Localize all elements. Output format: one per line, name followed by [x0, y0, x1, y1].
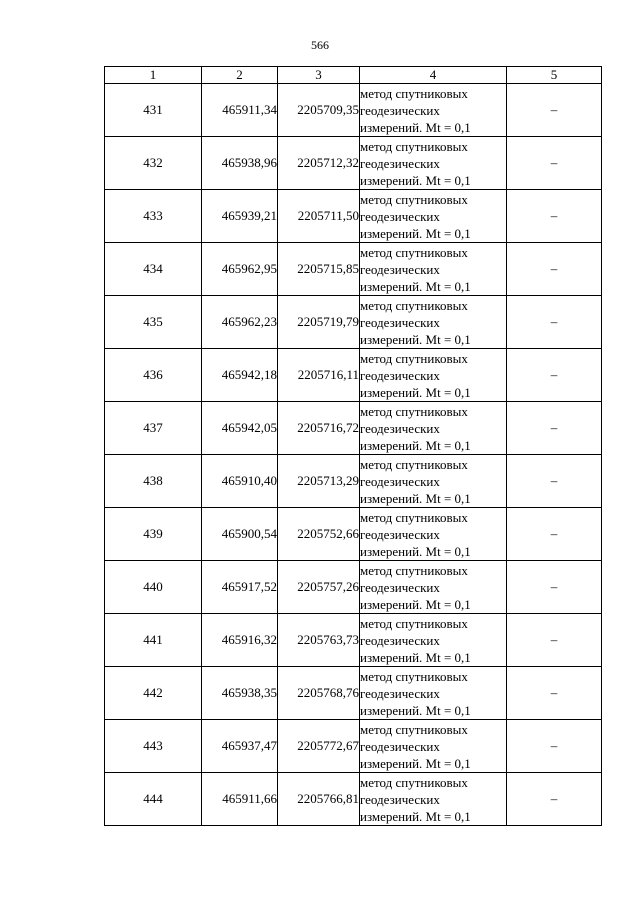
method-cell	[360, 349, 507, 402]
method-line: метод спутниковых	[360, 191, 468, 207]
method-line: измерений. Mt = 0,1	[360, 808, 471, 824]
method-line: измерений. Mt = 0,1	[360, 649, 471, 665]
x-coordinate-cell: 465900,54	[202, 508, 278, 561]
method-line: измерений. Mt = 0,1	[360, 490, 471, 506]
y-coordinate-cell: 2205752,66	[278, 508, 360, 561]
method-line: геодезических	[360, 367, 440, 383]
x-coordinate-cell: 465939,21	[202, 190, 278, 243]
note-cell: –	[507, 667, 602, 720]
point-number-cell: 439	[105, 508, 202, 561]
x-coordinate-cell: 465938,35	[202, 667, 278, 720]
method-line: метод спутниковых	[360, 721, 468, 737]
method-line: геодезических	[360, 526, 440, 542]
point-number-cell: 436	[105, 349, 202, 402]
method-line: геодезических	[360, 473, 440, 489]
page-number: 566	[311, 38, 329, 52]
method-cell	[360, 190, 507, 243]
method-line: геодезических	[360, 314, 440, 330]
x-coordinate-cell: 465962,23	[202, 296, 278, 349]
y-coordinate-cell: 2205715,85	[278, 243, 360, 296]
x-coordinate-cell: 465916,32	[202, 614, 278, 667]
method-cell	[360, 137, 507, 190]
method-line: измерений. Mt = 0,1	[360, 172, 471, 188]
method-line: метод спутниковых	[360, 403, 468, 419]
method-line: измерений. Mt = 0,1	[360, 437, 471, 453]
point-number-cell: 435	[105, 296, 202, 349]
column-header: 4	[360, 67, 507, 84]
point-number-cell: 444	[105, 773, 202, 826]
point-number-cell: 433	[105, 190, 202, 243]
column-header: 3	[278, 67, 360, 84]
note-cell: –	[507, 84, 602, 137]
header-row	[105, 67, 602, 84]
table-row	[105, 349, 602, 402]
table-row	[105, 84, 602, 137]
method-line: геодезических	[360, 632, 440, 648]
x-coordinate-cell: 465910,40	[202, 455, 278, 508]
note-cell: –	[507, 614, 602, 667]
note-cell: –	[507, 190, 602, 243]
method-cell	[360, 614, 507, 667]
column-header: 5	[507, 67, 602, 84]
x-coordinate-cell: 465938,96	[202, 137, 278, 190]
y-coordinate-cell: 2205709,35	[278, 84, 360, 137]
y-coordinate-cell: 2205766,81	[278, 773, 360, 826]
method-line: геодезических	[360, 420, 440, 436]
table-row	[105, 402, 602, 455]
table-row	[105, 614, 602, 667]
method-line: измерений. Mt = 0,1	[360, 119, 471, 135]
x-coordinate-cell: 465937,47	[202, 720, 278, 773]
y-coordinate-cell: 2205772,67	[278, 720, 360, 773]
table-row	[105, 667, 602, 720]
table-row	[105, 508, 602, 561]
method-line: метод спутниковых	[360, 668, 468, 684]
note-cell: –	[507, 561, 602, 614]
x-coordinate-cell: 465911,66	[202, 773, 278, 826]
point-number-cell: 438	[105, 455, 202, 508]
table-row	[105, 561, 602, 614]
method-line: измерений. Mt = 0,1	[360, 278, 471, 294]
note-cell: –	[507, 720, 602, 773]
method-line: измерений. Mt = 0,1	[360, 596, 471, 612]
y-coordinate-cell: 2205716,11	[278, 349, 360, 402]
point-number-cell: 431	[105, 84, 202, 137]
method-line: метод спутниковых	[360, 85, 468, 101]
y-coordinate-cell: 2205713,29	[278, 455, 360, 508]
method-line: геодезических	[360, 208, 440, 224]
note-cell: –	[507, 455, 602, 508]
method-cell	[360, 561, 507, 614]
method-cell	[360, 84, 507, 137]
method-line: измерений. Mt = 0,1	[360, 543, 471, 559]
method-line: геодезических	[360, 791, 440, 807]
method-line: метод спутниковых	[360, 297, 468, 313]
method-line: измерений. Mt = 0,1	[360, 702, 471, 718]
y-coordinate-cell: 2205757,26	[278, 561, 360, 614]
table-row	[105, 243, 602, 296]
method-cell	[360, 243, 507, 296]
y-coordinate-cell: 2205763,73	[278, 614, 360, 667]
note-cell: –	[507, 243, 602, 296]
method-cell	[360, 455, 507, 508]
table-row	[105, 455, 602, 508]
x-coordinate-cell: 465917,52	[202, 561, 278, 614]
table-row	[105, 137, 602, 190]
point-number-cell: 437	[105, 402, 202, 455]
method-cell	[360, 508, 507, 561]
method-cell	[360, 296, 507, 349]
coordinates-table	[104, 66, 602, 826]
table-row	[105, 773, 602, 826]
note-cell: –	[507, 773, 602, 826]
point-number-cell: 432	[105, 137, 202, 190]
x-coordinate-cell: 465911,34	[202, 84, 278, 137]
method-line: метод спутниковых	[360, 138, 468, 154]
method-line: метод спутниковых	[360, 774, 468, 790]
method-line: геодезических	[360, 261, 440, 277]
x-coordinate-cell: 465942,18	[202, 349, 278, 402]
table-row	[105, 190, 602, 243]
method-line: измерений. Mt = 0,1	[360, 225, 471, 241]
table-body	[105, 84, 602, 826]
point-number-cell: 434	[105, 243, 202, 296]
method-line: геодезических	[360, 738, 440, 754]
note-cell: –	[507, 508, 602, 561]
method-cell	[360, 773, 507, 826]
method-cell	[360, 720, 507, 773]
method-cell	[360, 667, 507, 720]
y-coordinate-cell: 2205719,79	[278, 296, 360, 349]
y-coordinate-cell: 2205712,32	[278, 137, 360, 190]
y-coordinate-cell: 2205711,50	[278, 190, 360, 243]
table-row	[105, 296, 602, 349]
y-coordinate-cell: 2205716,72	[278, 402, 360, 455]
method-line: метод спутниковых	[360, 562, 468, 578]
note-cell: –	[507, 349, 602, 402]
note-cell: –	[507, 137, 602, 190]
method-line: геодезических	[360, 155, 440, 171]
method-line: метод спутниковых	[360, 456, 468, 472]
note-cell: –	[507, 296, 602, 349]
column-header: 2	[202, 67, 278, 84]
column-header: 1	[105, 67, 202, 84]
point-number-cell: 443	[105, 720, 202, 773]
method-line: метод спутниковых	[360, 615, 468, 631]
method-line: метод спутниковых	[360, 244, 468, 260]
x-coordinate-cell: 465962,95	[202, 243, 278, 296]
note-cell: –	[507, 402, 602, 455]
point-number-cell: 440	[105, 561, 202, 614]
method-line: геодезических	[360, 685, 440, 701]
method-line: измерений. Mt = 0,1	[360, 755, 471, 771]
point-number-cell: 442	[105, 667, 202, 720]
method-line: измерений. Mt = 0,1	[360, 384, 471, 400]
method-line: метод спутниковых	[360, 350, 468, 366]
y-coordinate-cell: 2205768,76	[278, 667, 360, 720]
method-line: геодезических	[360, 102, 440, 118]
table-row	[105, 720, 602, 773]
x-coordinate-cell: 465942,05	[202, 402, 278, 455]
method-line: измерений. Mt = 0,1	[360, 331, 471, 347]
method-line: метод спутниковых	[360, 509, 468, 525]
method-cell	[360, 402, 507, 455]
point-number-cell: 441	[105, 614, 202, 667]
method-line: геодезических	[360, 579, 440, 595]
